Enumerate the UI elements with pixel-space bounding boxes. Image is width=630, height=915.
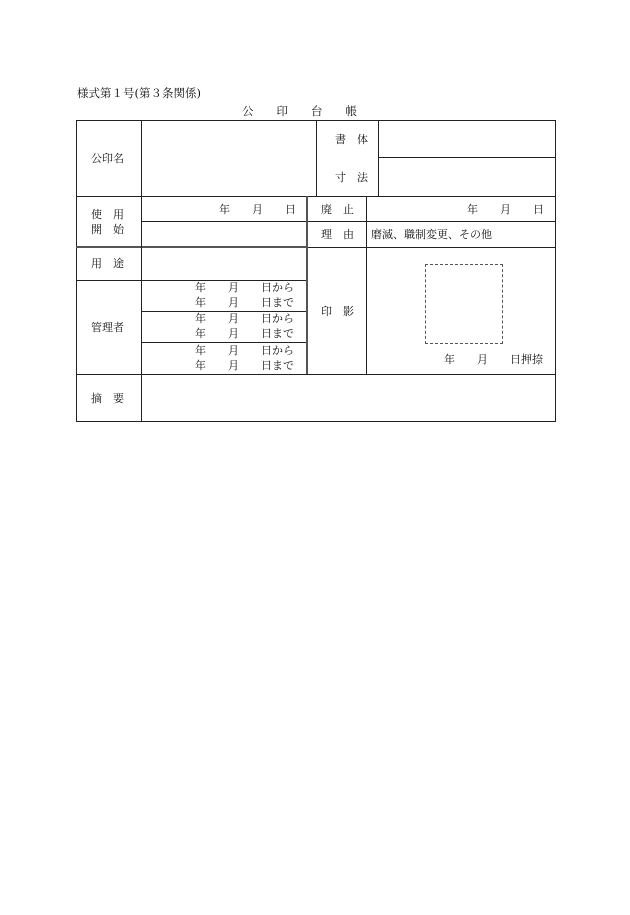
table-border-right — [555, 120, 556, 422]
rule-abolition-right — [366, 196, 367, 374]
rule-manager-bottom — [76, 374, 556, 375]
impression-label: 印 影 — [321, 305, 354, 318]
manager-label: 管理者 — [91, 321, 124, 334]
abolition-date: 年 月 日 — [467, 203, 544, 216]
manager-1-until: 年 月 日まで — [195, 296, 294, 309]
manager-2-from: 年 月 日から — [195, 312, 294, 325]
rule-typeface-left — [316, 120, 317, 196]
reason-label: 理 由 — [321, 228, 354, 241]
seal-register-table — [76, 120, 556, 422]
impression-stamp-date: 年 月 日押捺 — [444, 353, 543, 366]
manager-3-from: 年 月 日から — [195, 344, 294, 357]
rule-typeface-size — [378, 157, 556, 158]
manager-1-from: 年 月 日から — [195, 281, 294, 294]
rule-reason-bottom — [307, 247, 556, 248]
manager-2-until: 年 月 日まで — [195, 327, 294, 340]
page-title: 公 印 台 帳 — [242, 104, 357, 118]
rule-start-bottom — [76, 246, 307, 248]
rule-start-mid — [141, 221, 556, 222]
use-start-label-line1: 使 用 — [91, 208, 124, 221]
use-start-label-line2: 開 始 — [91, 223, 124, 236]
rule-name-bottom — [76, 196, 556, 197]
rule-center-divider — [306, 196, 308, 374]
typeface-label: 書 体 — [335, 133, 368, 146]
seal-impression-area — [425, 264, 503, 344]
size-label: 寸 法 — [335, 171, 368, 184]
rule-typeface-right — [378, 120, 379, 196]
use-start-date: 年 月 日 — [219, 203, 296, 216]
form-number: 様式第１号(第３条関係) — [77, 86, 201, 100]
manager-3-until: 年 月 日まで — [195, 359, 294, 372]
reason-value: 磨滅、職制変更、その他 — [371, 228, 492, 241]
abolition-label: 廃 止 — [321, 203, 354, 216]
table-border-bottom — [76, 421, 556, 422]
rule-label-column — [141, 120, 142, 422]
summary-label: 摘 要 — [91, 392, 124, 405]
rule-manager-2 — [141, 342, 307, 343]
table-border-left — [76, 120, 77, 422]
usage-label: 用 途 — [91, 257, 124, 270]
seal-name-label: 公印名 — [91, 152, 124, 165]
